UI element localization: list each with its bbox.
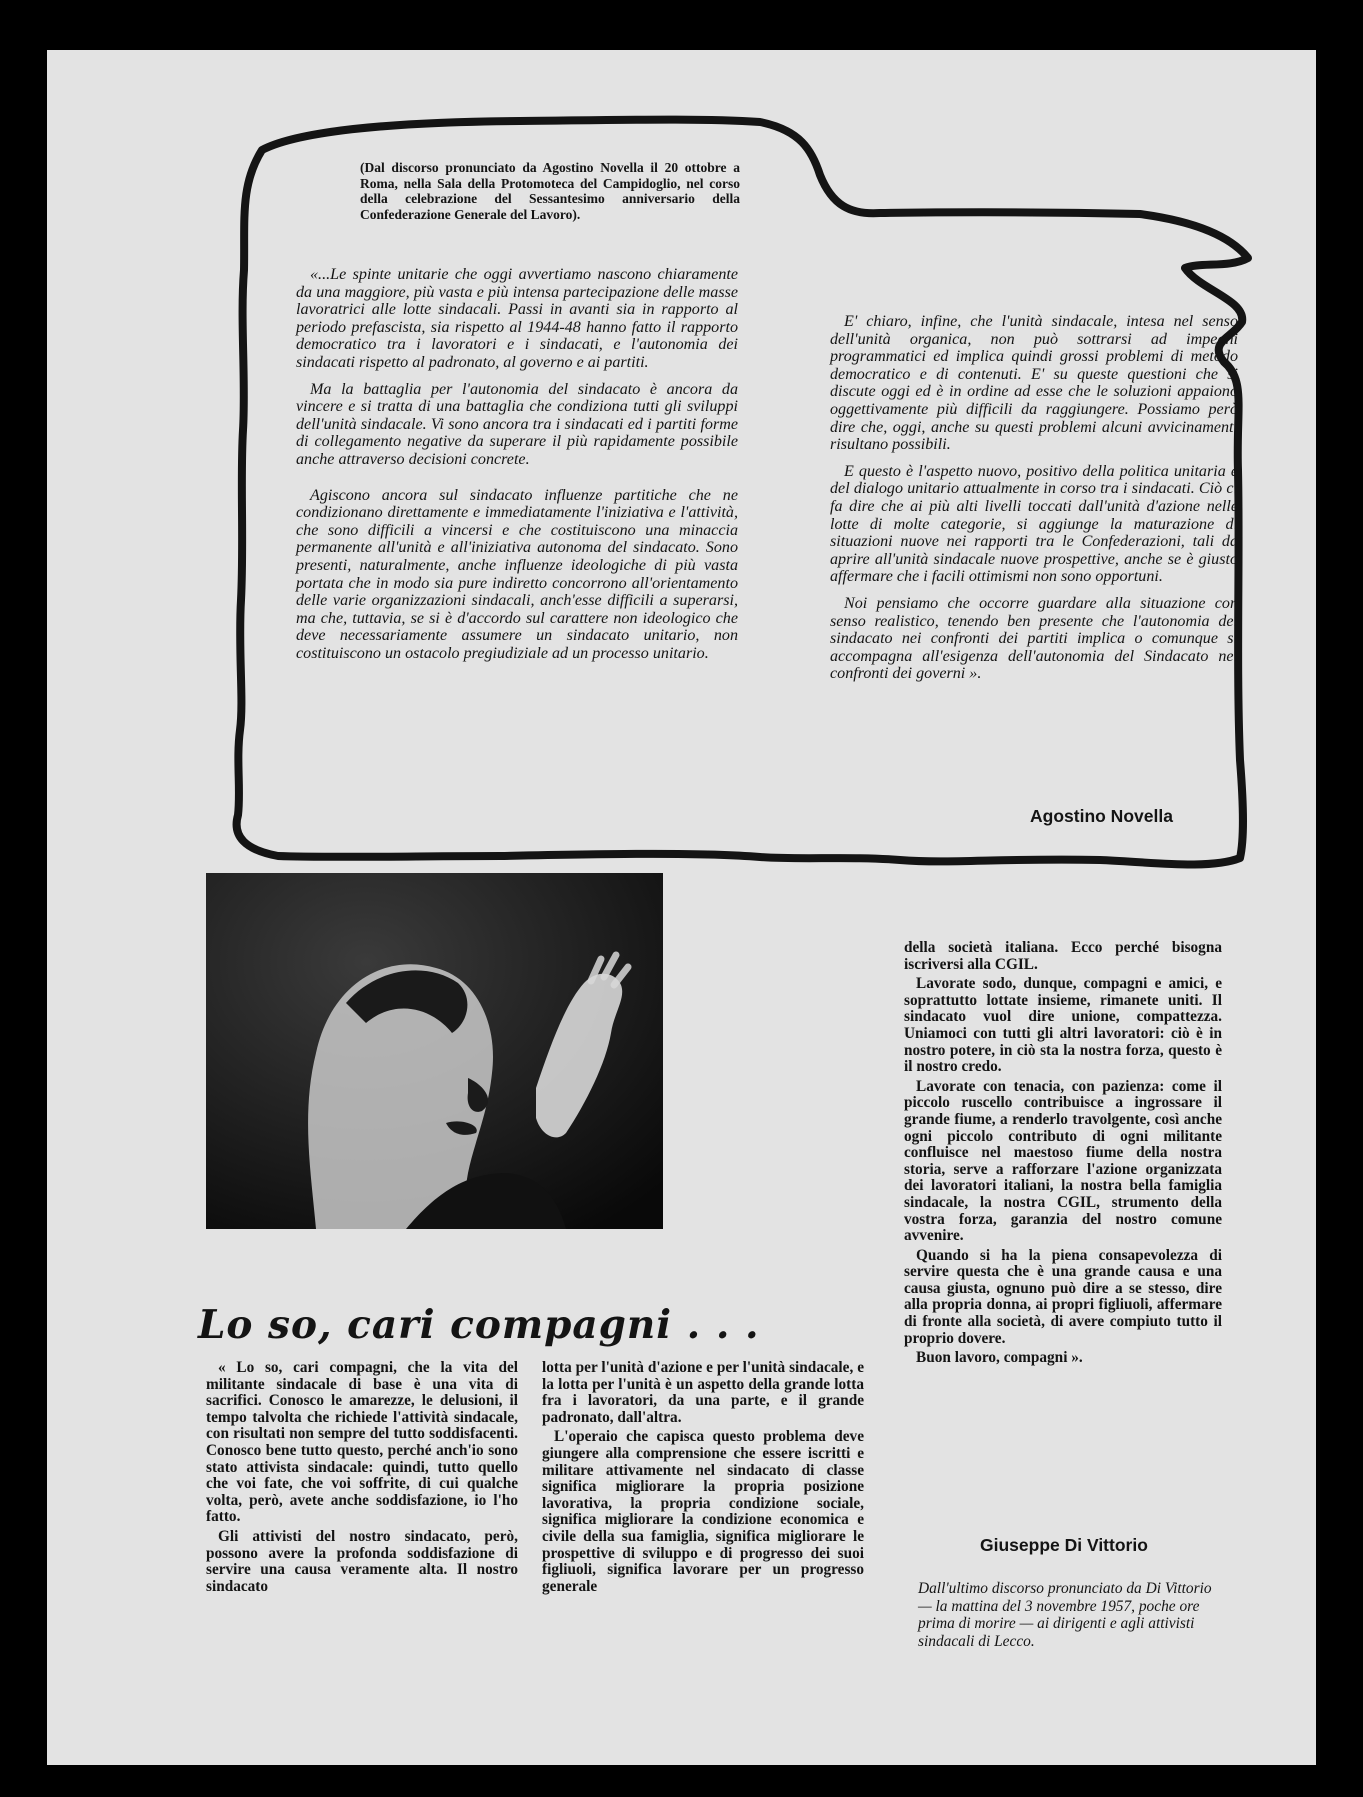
vittorio-paragraph: della società italiana. Ecco perché bisogna iscriversi alla CGIL.: [904, 939, 1222, 973]
headline: Lo so, cari compagni . . .: [198, 1302, 760, 1348]
vittorio-column-1: [206, 1360, 518, 1595]
vittorio-paragraph: Buon lavoro, compagni ».: [916, 1349, 1083, 1367]
vittorio-column-2: [542, 1360, 864, 1595]
vittorio-paragraph: Quando si ha la piena consapevolezza di servire questa che è una grande causa e una causa giusta, ognuno può dire a se stesso, dire alla propria donna, ai propri figliuoli, affermare di fronte alla società, di avere compiuto tutto il proprio dovere.: [904, 1246, 1222, 1347]
novella-left-column: [296, 266, 738, 662]
novella-right-column: [830, 313, 1238, 683]
vittorio-paragraph: lotta per l'unità d'azione e per l'unità sindacale, e la lotta per l'unità è un aspetto della grande lotta fra i lavoratori, da una parte, e il grande padronato, dall'altra.: [542, 1359, 864, 1426]
novella-paragraph: «...Le spinte unitarie che oggi avvertiamo nascono chiaramente da una maggiore, più vasta e più intensa partecipazione delle masse lavoratrici alle lotte sindacali. Passi in avanti sia in rapporto al periodo prefascista, sia rispetto al 1944-48 hanno fatto il rapporto democratico tra i lavoratori e i sindacati, e l'autonomia dei sindacati rispetto al padronato, al governo e ai partiti.: [296, 266, 738, 371]
source-note: Dall'ultimo discorso pronunciato da Di Vittorio — la mattina del 3 novembre 1957, poche ore prima di morire — ai dirigenti e agli attivisti sindacali di Lecco.: [918, 1580, 1212, 1650]
vittorio-paragraph: Gli attivisti del nostro sindacato, però, possono avere la profonda soddisfazione di servire una causa veramente alta. Il nostro sindacato: [206, 1527, 518, 1595]
vittorio-column-3: [904, 940, 1222, 1367]
intro-caption: (Dal discorso pronunciato da Agostino Novella il 20 ottobre a Roma, nella Sala della Protomoteca del Campidoglio, nel corso della celebrazione del Sessantesimo anniversario della Confederazione Generale del Lavoro).: [360, 160, 740, 222]
novella-paragraph: E' chiaro, infine, che l'unità sindacale, intesa nel senso dell'unità organica, non può sottrarsi ad impegni programmatici ed implica quindi grossi problemi di metodo democratico e di contenuti. E' su queste questioni che si discute oggi ed è in ordine ad esse che le soluzioni appaiono oggettivamente più difficili da raggiungere. Possiamo però dire che, oggi, anche su questi problemi alcuni avvicinamenti risultano possibili.: [830, 313, 1238, 454]
vittorio-paragraph: L'operaio che capisca questo problema deve giungere alla comprensione che essere iscritti e militare attivamente nel sindacato di classe significa migliorare la propria posizione lavorativa, la propria condizione sociale, significa migliorare la condizione economica e civile della sua famiglia, significa migliorare le prospettive di sviluppo e di progresso dei suoi figliuoli, significa lavorare per un progresso generale: [542, 1428, 864, 1595]
novella-paragraph: Ma la battaglia per l'autonomia del sindacato è ancora da vincere e si tratta di una battaglia che condiziona tutti gli sviluppi dell'unità sindacale. Vi sono ancora tra i sindacati ed i partiti forme di collegamento negative da superare il più rapidamente possibile anche attraverso decisioni concrete.: [296, 380, 738, 468]
vittorio-paragraph: « Lo so, cari compagni, che la vita del militante sindacale di base è una vita di sacrifici. Conosco le amarezze, le delusioni, il tempo talvolta che richiede l'attività sindacale, con risultati non sempre del tutto soddisfacenti. Conosco bene tutto questo, perché anch'io sono stato attivista sindacale: quindi, tutto quello che voi fate, che voi soffrite, di cui qualche volta, però, avete anche soddisfazione, io l'ho fatto.: [206, 1359, 518, 1526]
signature-di-vittorio: Giuseppe Di Vittorio: [980, 1535, 1148, 1555]
novella-paragraph: Noi pensiamo che occorre guardare alla situazione con senso realistico, tenendo ben presente che l'autonomia del sindacato nei confronti dei partiti implica o comunque si accompagna all'esigenza dell'autonomia del Sindacato nei confronti dei governi ».: [830, 594, 1238, 683]
di-vittorio-photo: [206, 873, 663, 1229]
signature-novella: Agostino Novella: [1030, 806, 1173, 826]
novella-paragraph: Agiscono ancora sul sindacato influenze partitiche che ne condizionano direttamente e immediatamente l'iniziativa e l'attività, che sono difficili a vincersi e che costituiscono una minaccia permanente all'unità e all'iniziativa autonoma del sindacato. Sono presenti, naturalmente, anche influenze ideologiche di più vasta portata che in modo sia pure indiretto concorrono all'orientamento delle varie organizzazioni sindacali, anch'esse difficili a superarsi, ma che, tuttavia, se si è d'accordo sul carattere non ideologico che deve necessariamente assumere un sindacato unitario, non costituiscono un ostacolo pregiudiziale ad un processo unitario.: [296, 486, 738, 662]
novella-paragraph: E questo è l'aspetto nuovo, positivo della politica unitaria e del dialogo unitario attualmente in corso tra i sindacati. Ciò ci fa dire che ai più alti livelli toccati dall'unità d'azione nelle lotte di molte categorie, si aggiunge la maturazione di situazioni nuove nei rapporti tra le Confederazioni, tali da aprire all'unità sindacale nuove prospettive, anche se è giusto affermare che i facili ottimismi non sono opportuni.: [830, 462, 1238, 586]
vittorio-paragraph: Lavorate con tenacia, con pazienza: come il piccolo ruscello contribuisce a ingrossare il grande fiume, a renderlo travolgente, così anche ogni piccolo contributo di ogni militante confluisce nel maestoso fiume della nostra storia, serve a rafforzare l'azione organizzata dei lavoratori italiani, la nostra bella famiglia sindacale, la nostra CGIL, strumento della vostra forza, garanzia del nostro comune avvenire.: [904, 1077, 1222, 1245]
vittorio-paragraph: Lavorate sodo, dunque, compagni e amici, e soprattutto lottate insieme, rimanete uniti. Il sindacato vuol dire unione, compattezza. Uniamoci con tutti gli altri lavoratori: ciò è in nostro potere, in ciò sta la nostra forza, questo è il nostro credo.: [904, 975, 1222, 1076]
